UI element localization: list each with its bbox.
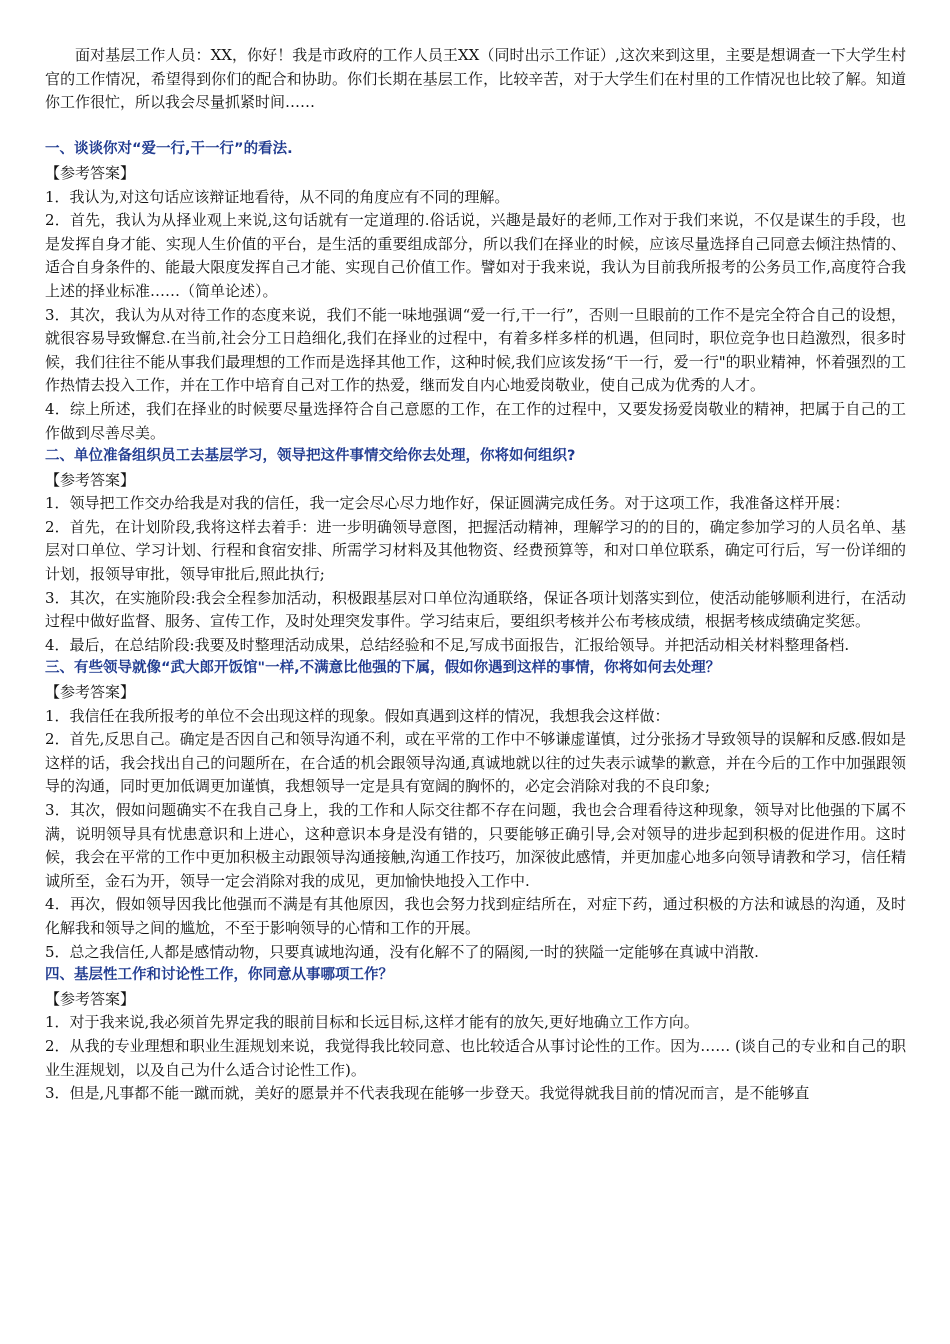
section-3 [45, 657, 906, 964]
question-heading: 四、基层性工作和讨论性工作，你同意从事哪项工作？ [45, 967, 393, 984]
answer-paragraph: 2．从我的专业理想和职业生涯规划来说，我觉得我比较同意、也比较适合从事讨论性的工作。因为…… (谈自己的专业和自己的职业生涯规划，以及自己为什么适合讨论性工作)。 [45, 1036, 906, 1079]
section-1 [45, 138, 906, 445]
answer-paragraph: 4．最后，在总结阶段:我要及时整理活动成果，总结经验和不足,写成书面报告，汇报给领导。并把活动相关材料整理备档. [45, 635, 850, 654]
answer-label: 【参考答案】 [45, 163, 136, 182]
answer-paragraph: 3．但是,凡事都不能一蹴而就，美好的愿景并不代表我现在能够一步登天。我觉得就我目前的情况而言，是不能够直 [45, 1084, 810, 1103]
answer-paragraph: 1．领导把工作交办给我是对我的信任，我一定会尽心尽力地作好，保证圆满完成任务。对于这项工作，我准备这样开展： [45, 494, 850, 513]
answer-paragraph: 3．其次，假如问题确实不在我自己身上，我的工作和人际交往都不存在问题，我也会合理看待这种现象，领导对比他强的下属不满，说明领导具有忧患意识和上进心，这种意识本身是没有错的，只要能够正确引导,会对领导的进步起到积极的促进作用。这时候，我会在平常的工作中更加积极主动跟领导沟通接触,沟通工作技巧，加深彼此感情，并更加虚心地多向领导请教和学习，信任精诚所至，金石为开，领导一定会消除对我的成见，更加愉快地投入工作中. [45, 801, 906, 890]
answer-paragraph: 2．首先,反思自己。确定是否因自己和领导沟通不利，或在平常的工作中不够谦虚谨慎，过分张扬才导致领导的误解和反感.假如是这样的话，我会找出自己的问题所在，在合适的机会跟领导沟通,真诚地就以往的过失表示诚挚的歉意，并在今后的工作中加强跟领导的沟通，同时更加低调更加谨慎，我想领导一定是具有宽阔的胸怀的，必定会消除对我的不良印象; [45, 730, 906, 796]
answer-paragraph: 2．首先，我认为从择业观上来说,这句话就有一定道理的.俗话说，兴趣是最好的老师,工作对于我们来说，不仅是谋生的手段，也是发挥自身才能、实现人生价值的平台，是生活的重要组成部分，所以我们在择业的时候，应该尽量选择自己同意去倾注热情的、适合自身条件的、能最大限度发挥自己才能、实现自己价值工作。譬如对于我来说，我认为目前我所报考的公务员工作,高度符合我上述的择业标准……（简单论述）。 [45, 211, 906, 300]
question-heading: 二、单位准备组织员工去基层学习，领导把这件事情交给你去处理，你将如何组织? [45, 448, 576, 465]
answer-label: 【参考答案】 [45, 989, 136, 1008]
answer-paragraph: 3．其次，在实施阶段:我会全程参加活动，积极跟基层对口单位沟通联络，保证各项计划落实到位，使活动能够顺利进行，在活动过程中做好监督、服务、宣传工作，及时处理突发事件。学习结束后，要组织考核并公布考核成绩，根据考核成绩确定奖惩。 [45, 588, 906, 631]
question-heading: 三、有些领导就像“武大郎开饭馆"一样,不满意比他强的下属，假如你遇到这样的事情，你将如何去处理？ [45, 660, 721, 677]
answer-paragraph: 5．总之我信任,人都是感情动物，只要真诚地沟通，没有化解不了的隔阂,一时的狭隘一定能够在真诚中消散. [45, 942, 759, 961]
question-heading: 一、谈谈你对“爱一行,干一行”的看法. [45, 141, 293, 158]
answer-paragraph: 1．我认为,对这句话应该辩证地看待，从不同的角度应有不同的理解。 [45, 187, 510, 206]
answer-paragraph: 1．对于我来说,我必须首先界定我的眼前目标和长远目标,这样才能有的放矢,更好地确立工作方向。 [45, 1013, 699, 1032]
section-2 [45, 445, 906, 657]
answer-paragraph: 1．我信任在我所报考的单位不会出现这样的现象。假如真遇到这样的情况，我想我会这样做： [45, 706, 670, 725]
answer-paragraph: 4．再次，假如领导因我比他强而不满是有其他原因，我也会努力找到症结所在，对症下药，通过积极的方法和诚恳的沟通，及时化解我和领导之间的尴尬，不至于影响领导的心情和工作的开展。 [45, 895, 906, 937]
answer-paragraph: 4．综上所述，我们在择业的时候要尽量选择符合自己意愿的工作，在工作的过程中，又要发扬爱岗敬业的精神，把属于自己的工作做到尽善尽美。 [45, 399, 906, 442]
intro-paragraph: 面对基层工作人员：XX，你好！我是市政府的工作人员王XX（同时出示工作证）,这次来到这里，主要是想调查一下大学生村官的工作情况，希望得到你们的配合和协助。你们长期在基层工作，比较辛苦，对于大学生们在村里的工作情况也比较了解。知道你工作很忙，所以我会尽量抓紧时间…… [45, 46, 906, 112]
answer-label: 【参考答案】 [45, 683, 136, 702]
section-4 [45, 964, 906, 1106]
answer-paragraph: 3．其次，我认为从对待工作的态度来说，我们不能一味地强调“爱一行,干一行”，否则一旦眼前的工作不是完全符合自己的设想，就很容易导致懈怠.在当前,社会分工日趋细化,我们在择业的过程中，有着多样多样的机遇，但同时，职位竞争也日趋激烈，很多时候，我们往往不能从事我们最理想的工作而是选择其他工作，这种时候,我们应该发扬“干一行，爱一行"的职业精神，怀着强烈的工作热情去投入工作，并在工作中培育自己对工作的热爱，继而发自内心地爱岗敬业，使自己成为优秀的人才。 [45, 305, 906, 395]
answer-label: 【参考答案】 [45, 470, 136, 489]
answer-paragraph: 2．首先，在计划阶段,我将这样去着手：进一步明确领导意图，把握活动精神，理解学习的的目的，确定参加学习的人员名单、基层对口单位、学习计划、行程和食宿安排、所需学习材料及其他物资、经费预算等，和对口单位联系，确定可行后，写一份详细的计划，报领导审批，领导审批后,照此执行; [45, 517, 906, 584]
